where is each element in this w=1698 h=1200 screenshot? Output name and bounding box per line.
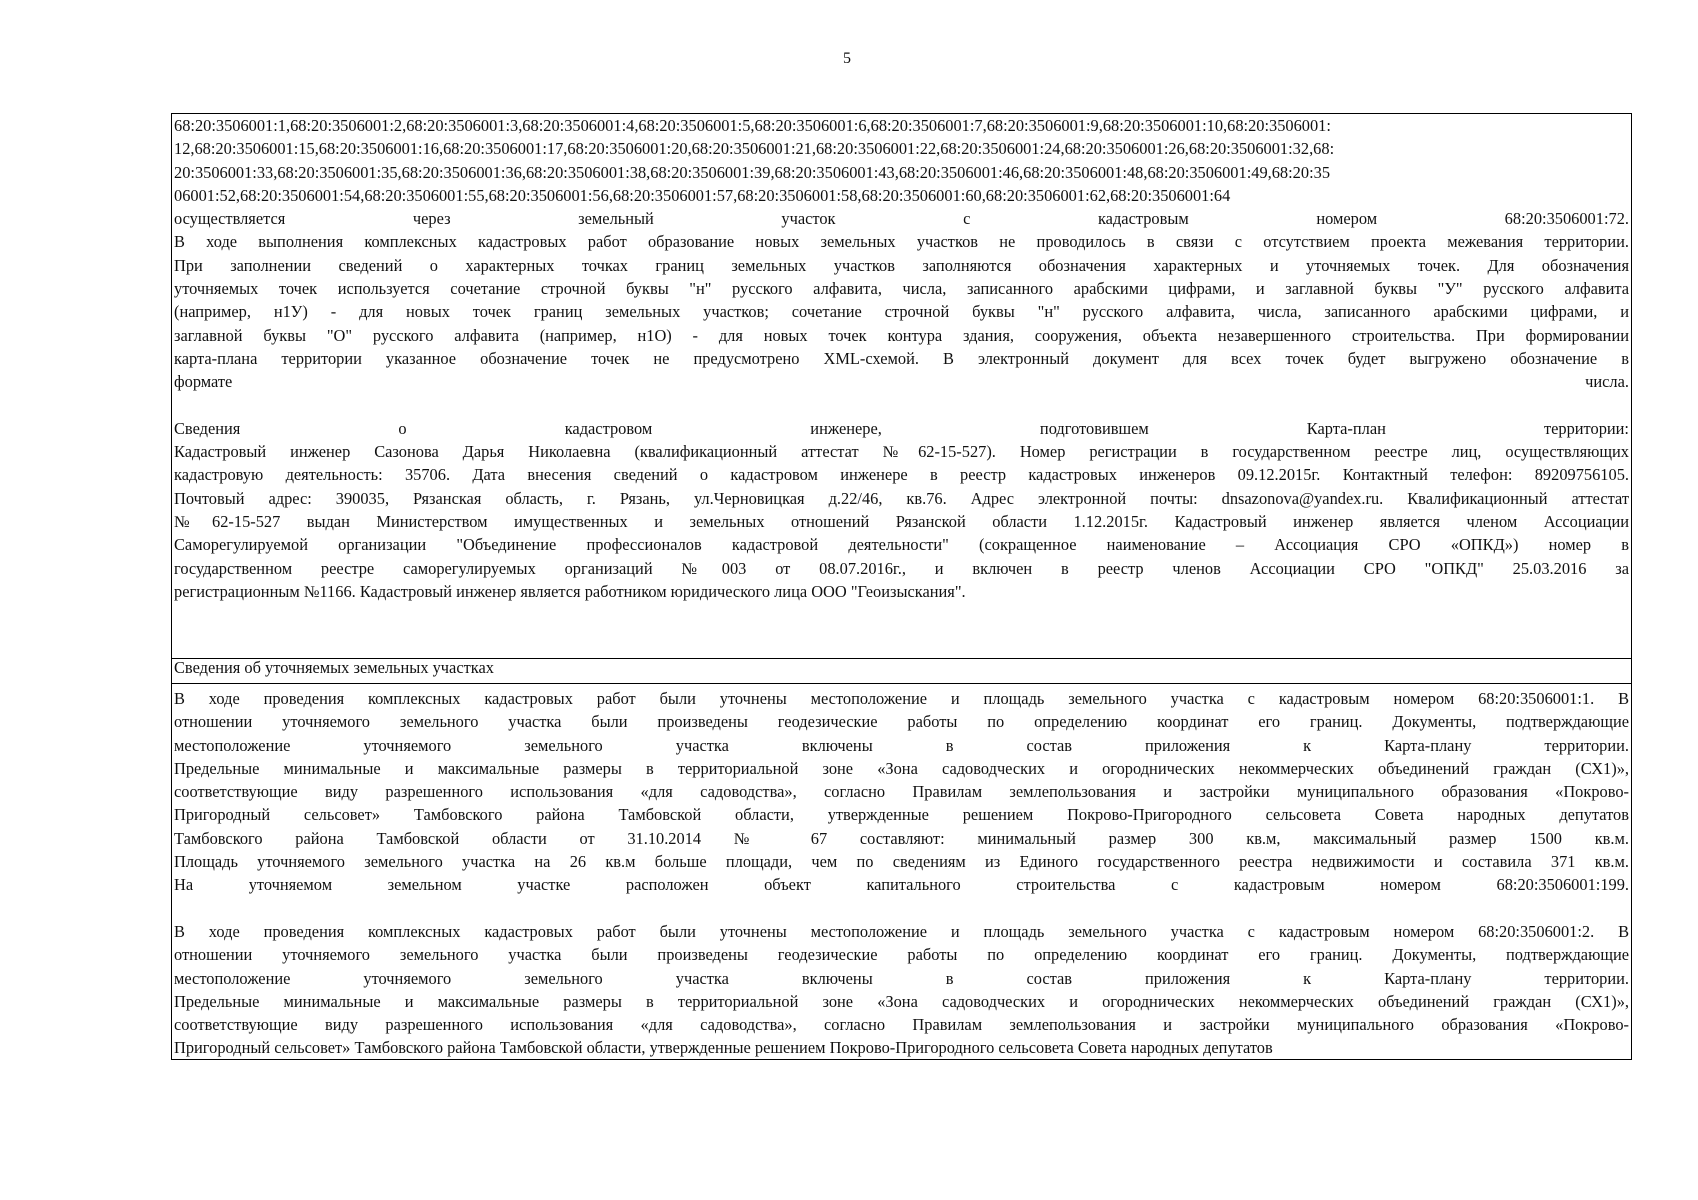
text-line: 20:3506001:33,68:20:3506001:35,68:20:3506001:36,68:20:3506001:38,68:20:3506001:39,68:20:3506001:43,68:20:3506001:46,68:20:3506001:48,68:20:3506001:49,68:20:35: [174, 162, 1331, 182]
text-line: Кадастровый инженер Сазонова Дарья Николаевна (квалификационный аттестат №62-15-527). Номер регистрации в государственном реестре лиц, осуществляющих: [174, 442, 1629, 462]
text-line: Площадь уточняемого земельного участка на 26 кв.м больше площади, чем по сведениям из Единого государственного реестра недвижимости и составила 371 кв.м.: [174, 852, 1629, 872]
text-line: местоположение уточняемого земельного участка включены в состав приложения к Карта-плану территории.: [174, 735, 1629, 755]
text-line: формате числа.: [174, 372, 1629, 392]
text-line: Пригородный сельсовет» Тамбовского района Тамбовской области, утвержденные решением Покрово-Пригородного сельсовета Совета народных депутатов: [174, 1038, 1273, 1058]
section-title-divider: [171, 683, 1632, 684]
text-line: На уточняемом земельном участке расположен объект капитального строительства с кадастровым номером 68:20:3506001:199.: [174, 875, 1629, 895]
text-line: 12,68:20:3506001:15,68:20:3506001:16,68:20:3506001:17,68:20:3506001:20,68:20:3506001:21,68:20:3506001:22,68:20:3506001:24,68:20:3506001:26,68:20:3506001:32,68:: [174, 139, 1335, 159]
text-line: В ходе проведения комплексных кадастровых работ были уточнены местоположение и площадь земельного участка с кадастровым номером 68:20:3506001:1. В: [174, 689, 1629, 708]
text-line: Пригородный сельсовет» Тамбовского района Тамбовской области, утвержденные решением Покрово-Пригородного сельсовета Совета народных депутатов: [174, 805, 1629, 825]
text-line: Предельные минимальные и максимальные размеры в территориальной зоне «Зона садоводческих и огороднических некоммерческих объединений граждан (СХ1)»,: [174, 991, 1629, 1011]
text-line: осуществляется через земельный участок с кадастровым номером 68:20:3506001:72.: [174, 209, 1629, 229]
text-line: соответствующие виду разрешенного использования «для садоводства», согласно Правилам землепользования и застройки муниципального образования «Покрово-: [174, 1015, 1629, 1035]
text-line: уточняемых точек используется сочетание строчной буквы "н" русского алфавита, числа, записанного арабскими цифрами, и заглавной буквы "У" русского алфавита: [174, 279, 1629, 299]
text-line: отношении уточняемого земельного участка были произведены геодезические работы по определению координат его границ. Документы, подтверждающие: [174, 945, 1629, 965]
section-cadastral-info: [174, 114, 1629, 603]
text-line: Саморегулируемой организации "Объединение профессионалов кадастровой деятельности" (сокращенное наименование – Ассоциация СРО «ОПКД») номер в: [174, 535, 1629, 555]
text-line: отношении уточняемого земельного участка были произведены геодезические работы по определению координат его границ. Документы, подтверждающие: [174, 712, 1629, 732]
text-line: №62-15-527 выдан Министерством имущественных и земельных отношений Рязанской области 1.12.2015г. Кадастровый инженер является членом Ассоциации: [174, 512, 1629, 532]
text-line: заглавной буквы "О" русского алфавита (например, н1О) - для новых точек контура здания, сооружения, объекта незавершенного строительства. При формировании: [174, 325, 1629, 345]
text-line: (например, н1У) - для новых точек границ земельных участков; сочетание строчной буквы "н" русского алфавита, числа, записанного арабскими цифрами, и: [174, 302, 1629, 322]
text-line: кадастровую деятельность: 35706. Дата внесения сведений о кадастровом инженере в реестр кадастровых инженеров 09.12.2015г. Контактный телефон: 89209756105.: [174, 465, 1629, 485]
text-line: соответствующие виду разрешенного использования «для садоводства», согласно Правилам землепользования и застройки муниципального образования «Покрово-: [174, 782, 1629, 802]
text-line: 68:20:3506001:1,68:20:3506001:2,68:20:3506001:3,68:20:3506001:4,68:20:3506001:5,68:20:3506001:6,68:20:3506001:7,68:20:3506001:9,68:20:3506001:10,68:20:3506001:: [174, 116, 1331, 135]
text-line: При заполнении сведений о характерных точках границ земельных участков заполняются обозначения характерных и уточняемых точек. Для обозначения: [174, 255, 1629, 275]
text-line: регистрационным №1166. Кадастровый инженер является работником юридического лица ООО "Геоизыскания".: [174, 581, 966, 601]
text-line: Предельные минимальные и максимальные размеры в территориальной зоне «Зона садоводческих и огороднических некоммерческих объединений граждан (СХ1)»,: [174, 758, 1629, 778]
page-number: 5: [843, 50, 851, 67]
text-line: карта-плана территории указанное обозначение точек не предусмотрено XML-схемой. В электронный документ для всех точек будет выгружено обозначение в: [174, 348, 1629, 368]
text-line: 06001:52,68:20:3506001:54,68:20:3506001:55,68:20:3506001:56,68:20:3506001:57,68:20:3506001:58,68:20:3506001:60,68:20:3506001:62,68:20:3506001:64: [174, 185, 1231, 205]
text-line: Почтовый адрес: 390035, Рязанская область, г. Рязань, ул.Черновицкая д.22/46, кв.76. Адрес электронной почты: dnsazonova@yandex.ru. Квалификационный аттестат: [174, 488, 1629, 508]
text-line: [174, 897, 1629, 920]
section-refined-plots-body: [174, 687, 1629, 1060]
text-line: В ходе проведения комплексных кадастровых работ были уточнены местоположение и площадь земельного участка с кадастровым номером 68:20:3506001:2. В: [174, 921, 1629, 941]
text-line: [174, 394, 1629, 417]
text-line: В ходе выполнения комплексных кадастровых работ образование новых земельных участков не проводилось в связи с отсутствием проекта межевания территории.: [174, 232, 1629, 252]
text-line: местоположение уточняемого земельного участка включены в состав приложения к Карта-плану территории.: [174, 968, 1629, 988]
section-title-refined-plots: Сведения об уточняемых земельных участках: [174, 658, 494, 677]
text-line: Тамбовского района Тамбовской области от 31.10.2014 № 67 составляют: минимальный размер 300 кв.м, максимальный размер 1500 кв.м.: [174, 828, 1629, 848]
text-line: Сведения о кадастровом инженере, подготовившем Карта-план территории:: [174, 418, 1629, 438]
text-line: государственном реестре саморегулируемых организаций №003 от 08.07.2016г., и включен в реестр членов Ассоциации СРО "ОПКД" 25.03.2016 за: [174, 558, 1629, 578]
